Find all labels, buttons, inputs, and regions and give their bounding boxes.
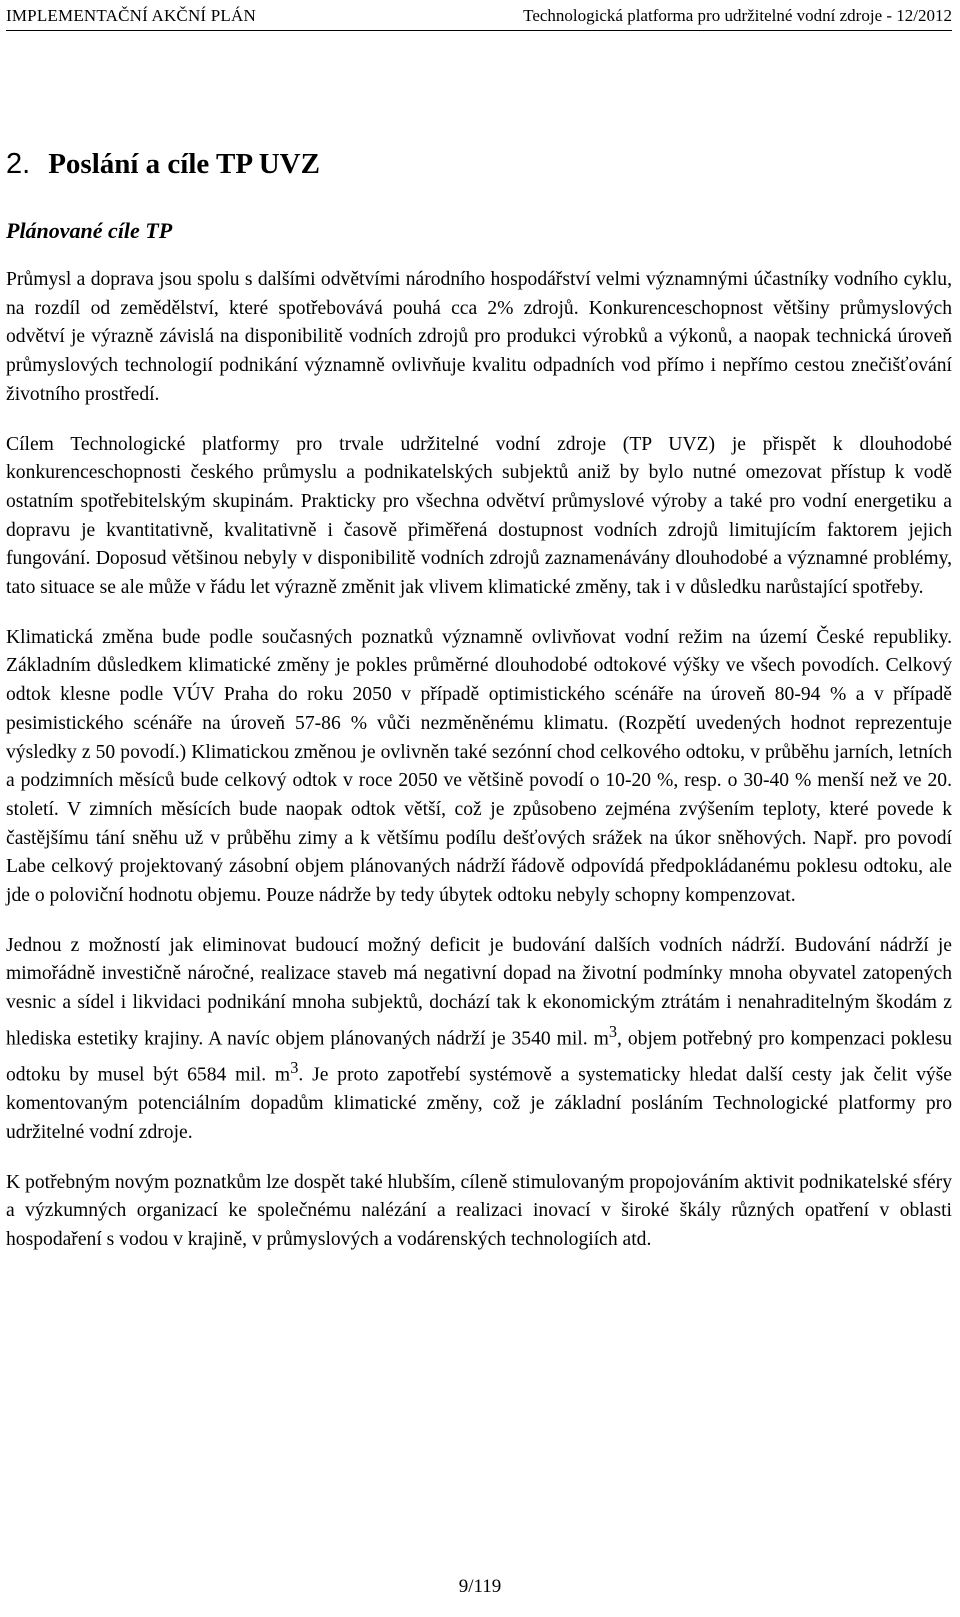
paragraph-4-part-b: , objem potřebný pro kompenzaci poklesu odtoku by musel být 6584 mil. m [6,1028,953,1086]
superscript-1: 3 [608,1021,618,1041]
header-right: Technologická platforma pro udržitelné vodní zdroje - 12/2012 [523,6,952,25]
section-title: Poslání a cíle TP UVZ [48,148,320,180]
paragraph-4-part-a: Jednou z možností jak eliminovat budoucí možný deficit je budování dalších vodních nádrží. Budování nádrží je mimořádně investičně náročné, realizace staveb má negativní dopad na životní podmínky mnoha obyvatel zatopených vesnic a sídel i likvidaci podnikání mnoha subjektů, dochází tak k ekonomickým ztrátám i nenahraditelným škodám z hlediska estetiky krajiny. A navíc objem plánovaných nádrží je 3540 mil. m [6,934,952,1050]
subsection-heading: Plánované cíle TP [6,218,173,243]
paragraph-4-part-c: . Je proto zapotřebí systémově a systematicky hledat další cesty jak čelit výše komentovaným potenciálním dopadům klimatické změny, což je základní posláním Technologické platformy pro udržitelné vodní zdroje. [6,1064,952,1144]
paragraph-4 [6,932,952,1148]
paragraph-2: Cílem Technologické platformy pro trvale udržitelné vodní zdroje (TP UVZ) je přispět k dlouhodobé konkurenceschopnosti českého průmyslu a podnikatelských subjektů aniž by bylo nutné omezovat přístup k vodě ostatním spotřebitelským skupinám. Prakticky pro všechna odvětví průmyslové výroby a také pro vodní energetiku a dopravu je kvantitativně, kvalitativně i časově přiměřená dostupnost vodních zdrojů limitujícím faktorem jejich fungování. Doposud většinou nebyly v disponibilitě vodních zdrojů zaznamenávány dlouhodobé a významné problémy, tato situace se ale může v řádu let výrazně změnit jak vlivem klimatické změny, tak i v důsledku narůstající spotřeby. [6,433,952,599]
body-text [6,266,952,1276]
page-number: 9/119 [458,1576,502,1597]
page-header [6,4,952,31]
header-left: IMPLEMENTAČNÍ AKČNÍ PLÁN [6,6,256,25]
paragraph-3: Klimatická změna bude podle současných poznatků významně ovlivňovat vodní režim na území České republiky. Základním důsledkem klimatické změny je pokles průměrné dlouhodobé odtokové výšky ve všech povodích. Celkový odtok klesne podle VÚV Praha do roku 2050 v případě optimistického scénáře na úroveň 80-94 % a v případě pesimistického scénáře na úroveň 57-86 % vůči nezměněnému klimatu. (Rozpětí uvedených hodnot reprezentuje výsledky z 50 povodí.) Klimatickou změnou je ovlivněn také sezónní chod celkového odtoku, v průběhu jarních, letních a podzimních měsíců bude celkový odtok v roce 2050 ve většině povodí o 10-20 %, resp. o 30-40 % menší než ve 20. století. V zimních měsících bude naopak odtok větší, což je způsobeno zejména zvýšením teploty, které povede k častějšímu tání sněhu už v průběhu zimy a k většímu podílu dešťových srážek na úkor sněhových. Např. pro povodí Labe celkový projektovaný zásobní objem plánovaných nádrží řádově odpovídá předpokládanému poklesu odtoku, ale jde o poloviční hodnotu objemu. Pouze nádrže by tedy úbytek odtoku nebyly schopny kompenzovat. [6,626,952,907]
superscript-2: 3 [290,1058,299,1078]
section-heading [6,148,320,181]
paragraph-5: K potřebným novým poznatkům lze dospět také hlubším, cíleně stimulovaným propojováním aktivit podnikatelské sféry a výzkumných organizací ke společnému nalézání a realizaci inovací v široké škály různých opatření v oblasti hospodaření s vodou v krajině, v průmyslových a vodárenských technologiích atd. [6,1171,952,1251]
paragraph-1: Průmysl a doprava jsou spolu s dalšími odvětvími národního hospodářství velmi významnými účastníky vodního cyklu, na rozdíl od zemědělství, které spotřebovává pouhá cca 2% zdrojů. Konkurenceschopnost většiny průmyslových odvětví je výrazně závislá na disponibilitě vodních zdrojů pro produkci výrobků a výkonů, a naopak technická úroveň průmyslových technologií podnikání významně ovlivňuje kvalitu odpadních vod přímo i nepřímo cestou znečišťování životního prostředí. [6,269,952,405]
section-number: 2. [6,148,31,180]
